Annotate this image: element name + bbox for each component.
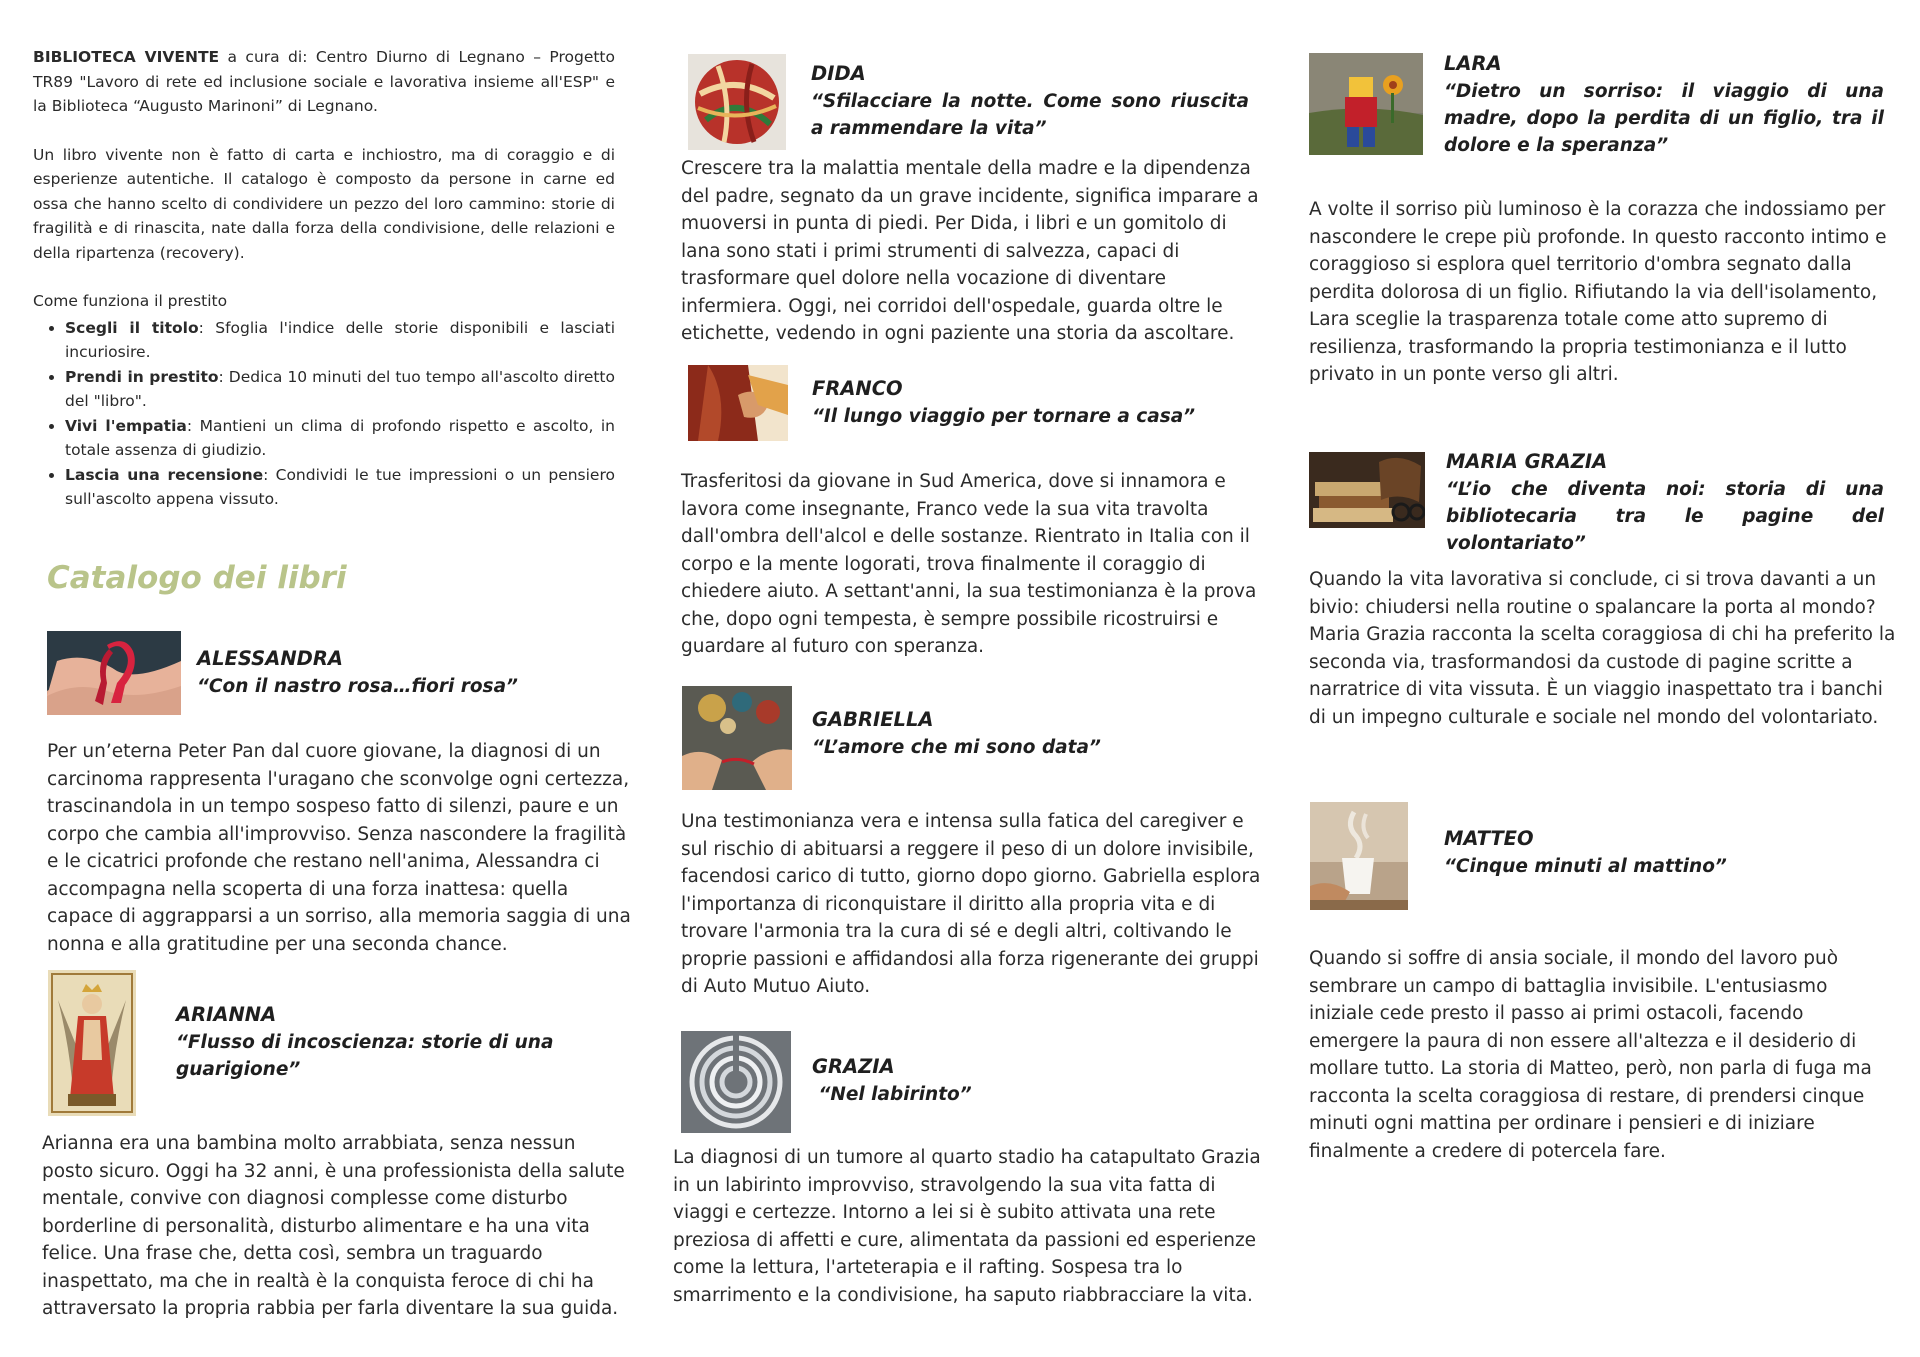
org-name: BIBLIOTECA VIVENTE	[33, 48, 220, 66]
book-author: MARIA GRAZIA	[1446, 450, 1608, 473]
howto-item-text: : Sfoglia l'indice delle storie disponibili e lasciati incuriosire.	[65, 318, 616, 361]
book-description: La diagnosi di un tumore al quarto stadio ha catapultato Grazia in un labirinto improvviso, stravolgendo la sua vita fatta di viaggi e certezze. Intorno a lei si è subito attivata una rete preziosa di affetti e cure, alimentata da passioni ed esperienze come la lettura, l'arteterapia e il rafting. Sospesa tra lo smarrimento e la condivisione, ha saputo riabbracciare la vita.	[673, 1147, 1261, 1306]
org-description: a cura di: Centro Diurno di Legnano – Progetto TR89 "Lavoro di rete ed inclusione sociale e lavorativa insieme all'ESP" e la Biblioteca “Augusto Marinoni” di Legnano.	[33, 48, 615, 115]
howto-item-label: Lascia una recensione	[65, 465, 264, 484]
old-books-image	[1309, 452, 1425, 528]
crafting-hands-image	[682, 686, 792, 790]
howto-item-label: Scegli il titolo	[65, 318, 199, 337]
glass-labyrinth-image	[681, 1031, 791, 1133]
book-author: MATTEO	[1444, 827, 1534, 850]
book-title: “Dietro un sorriso: il viaggio di una madre, dopo la perdita di un figlio, tra il dolore e la speranza”	[1444, 81, 1884, 156]
book-author: FRANCO	[812, 377, 903, 400]
howto-item-text: : Dedica 10 minuti del tuo tempo all'ascolto diretto del "libro".	[65, 367, 615, 410]
book-title: “Il lungo viaggio per tornare a casa”	[812, 406, 1196, 427]
howto-list	[33, 316, 615, 512]
tarot-card-image	[48, 970, 136, 1116]
book-title: “Sfilacciare la notte. Come sono riuscita a rammendare la vita”	[811, 91, 1249, 139]
howto-item-label: Prendi in prestito	[65, 367, 219, 386]
toy-figure-image	[1309, 53, 1423, 155]
howto-item	[65, 414, 615, 463]
howto-item	[65, 463, 615, 512]
book-author: DIDA	[811, 62, 866, 85]
howto-item-label: Vivi l'empatia	[65, 416, 187, 435]
book-description: Trasferitosi da giovane in Sud America, dove si innamora e lavora come insegnante, Franco vede la sua vita travolta dall'ombra dell'alcol e delle sostanze. Rientrato in Italia con il corpo e la mente logorati, trova finalmente il coraggio di chiedere aiuto. A settant'anni, la sua testimonianza è la prova che, dopo ogni tempesta, è sempre possibile ricostruirsi e guardare al futuro con speranza.	[681, 471, 1257, 657]
book-description: Per un’eterna Peter Pan dal cuore giovane, la diagnosi di un carcinoma rappresenta l'uragano che sconvolge ogni certezza, trascinandola in un tempo sospeso fatto di silenzi, paure e un corpo che cambia all'improvviso. Senza nascondere la fragilità e le cicatrici profonde che restano nell'anima, Alessandra ci accompagna nella scoperta di una forza inattesa: quella capace di aggrapparsi a un sorriso, alla memoria saggia di una nonna e alla gratitudine per una seconda chance.	[47, 741, 631, 955]
intro-paragraph: Un libro vivente non è fatto di carta e inchiostro, ma di coraggio e di esperienze autentiche. Il catalogo è composto da persone in carne ed ossa che hanno scelto di condividere un pezzo del loro cammino: storie di fragilità e di rinascita, nate dalla forza della condivisione, delle relazioni e della ripartenza (recovery).	[33, 145, 615, 262]
book-title: “Con il nastro rosa…fiori rosa”	[197, 676, 518, 697]
yarn-ball-image	[688, 54, 786, 150]
book-title: “Cinque minuti al mattino”	[1444, 856, 1727, 877]
howto-item-text: : Condividi le tue impressioni o un pensiero sull'ascolto appena vissuto.	[65, 465, 615, 508]
book-description: Una testimonianza vera e intensa sulla fatica del caregiver e sul rischio di abituarsi a reggere il peso di un dolore invisibile, facendosi carico di tutto, giorno dopo giorno. Gabriella esplora l'importanza di riconquistare il diritto alla propria vita e di trovare l'armonia tra la cura di sé e degli altri, coltivando le proprie passioni e affidandosi alla forza rigenerante dei gruppi di Auto Mutuo Aiuto.	[681, 811, 1261, 997]
book-author: LARA	[1444, 52, 1502, 75]
book-author: GRAZIA	[812, 1055, 895, 1078]
catalog-title: Catalogo dei libri	[47, 560, 347, 596]
howto-item-text: : Mantieni un clima di profondo rispetto e ascolto, in totale assenza di giudizio.	[65, 416, 615, 459]
book-title: “Nel labirinto”	[812, 1084, 972, 1105]
book-title: “L’io che diventa noi: storia di una bibliotecaria tra le pagine del volontariato”	[1446, 479, 1884, 554]
intro-header	[33, 45, 615, 119]
book-title: “L’amore che mi sono data”	[812, 737, 1101, 758]
book-author: ALESSANDRA	[197, 647, 343, 670]
book-description: Arianna era una bambina molto arrabbiata, senza nessun posto sicuro. Oggi ha 32 anni, è una professionista della salute mentale, convive con diagnosi complesse come disturbo borderline di personalità, disturbo alimentare e ha una vita felice. Una frase che, detta così, sembra un traguardo inaspettato, ma che in realtà è la conquista feroce di chi ha attraversato la propria rabbia per farla diventare la sua guida.	[42, 1133, 625, 1319]
howto-title: Come funziona il prestito	[33, 292, 228, 310]
robed-figure-image	[688, 365, 788, 441]
book-description: Quando si soffre di ansia sociale, il mondo del lavoro può sembrare un campo di battaglia invisibile. L'entusiasmo iniziale cede presto il passo ai primi ostacoli, facendo emergere la paura di non essere all'altezza e il desiderio di mollare tutto. La storia di Matteo, però, non parla di fuga ma racconta la scelta coraggiosa di restare, di prendersi cinque minuti ogni mattina per ordinare i pensieri e di iniziare finalmente a credere di potercela fare.	[1309, 948, 1872, 1162]
book-author: GABRIELLA	[812, 708, 934, 731]
howto-item	[65, 316, 615, 365]
howto-item	[65, 365, 615, 414]
book-description: Quando la vita lavorativa si conclude, ci si trova davanti a un bivio: chiudersi nella routine o spalancare la porta al mondo? Maria Grazia racconta la scelta coraggiosa di chi ha preferito la seconda via, trasformandosi da custode di pagine scritte a narratrice di vita vissuta. È un viaggio inaspettato tra i banchi di un impegno culturale e sociale nel mondo del volontariato.	[1309, 569, 1896, 728]
book-description: Crescere tra la malattia mentale della madre e la dipendenza del padre, segnato da un grave incidente, significa imparare a muoversi in punta di piedi. Per Dida, i libri e un gomitolo di lana sono stati i primi strumenti di salvezza, capaci di trasformare quel dolore nella vocazione di diventare infermiera. Oggi, nei corridoi dell'ospedale, guarda oltre le etichette, vedendo in ogni paziente una storia da ascoltare.	[681, 158, 1259, 344]
intro-block	[33, 45, 615, 512]
book-title: “Flusso di incoscienza: storie di una guarigione”	[176, 1032, 554, 1080]
book-author: ARIANNA	[176, 1003, 277, 1026]
book-description: A volte il sorriso più luminoso è la corazza che indossiamo per nascondere le crepe più profonde. In questo racconto intimo e coraggioso si esplora quel territorio d'ombra segnato dalla perdita dolorosa di un figlio. Rifiutando la via dell'isolamento, Lara sceglie la trasparenza totale come atto supremo di resilienza, trasformando la propria testimonianza e il lutto privato in un ponte verso gli altri.	[1309, 199, 1887, 385]
coffee-cup-image	[1310, 802, 1408, 910]
pink-ribbon-image	[47, 631, 181, 715]
